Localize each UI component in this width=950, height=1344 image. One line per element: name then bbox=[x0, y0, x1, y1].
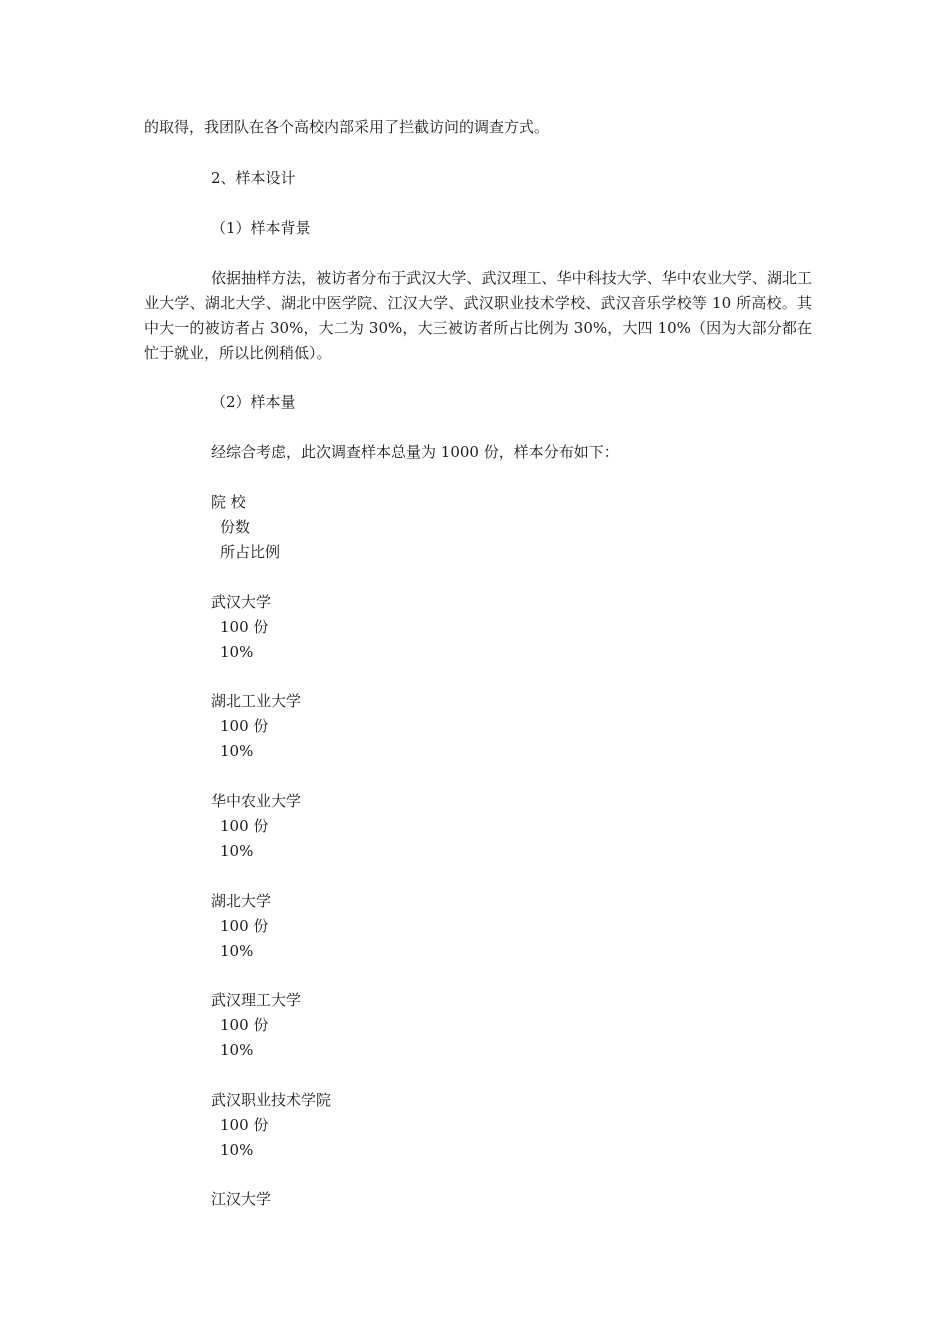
table-cell-school: 江汉大学 bbox=[211, 1190, 272, 1208]
paragraph-sample-size: 经综合考虑，此次调查样本总量为 1000 份，样本分布如下： bbox=[211, 443, 619, 461]
table-cell-school: 湖北大学 bbox=[211, 892, 272, 910]
table-cell-count: 100 份 bbox=[220, 618, 269, 636]
paragraph-continuation: 的取得，我团队在各个高校内部采用了拦截访问的调查方式。 bbox=[144, 118, 550, 136]
table-cell-ratio: 10% bbox=[220, 942, 254, 960]
table-cell-school: 武汉大学 bbox=[211, 593, 272, 611]
table-cell-school: 华中农业大学 bbox=[211, 792, 302, 810]
table-cell-count: 100 份 bbox=[220, 1116, 269, 1134]
table-cell-ratio: 10% bbox=[220, 742, 254, 760]
table-cell-count: 100 份 bbox=[220, 917, 269, 935]
table-cell-ratio: 10% bbox=[220, 1041, 254, 1059]
heading-sample-design: 2、样本设计 bbox=[211, 169, 296, 187]
table-cell-school: 武汉职业技术学院 bbox=[211, 1091, 332, 1109]
table-cell-school: 武汉理工大学 bbox=[211, 991, 302, 1009]
table-cell-count: 100 份 bbox=[220, 817, 269, 835]
table-cell-count: 100 份 bbox=[220, 1016, 269, 1034]
table-cell-ratio: 10% bbox=[220, 643, 254, 661]
table-header-count: 份数 bbox=[220, 518, 251, 536]
paragraph-sample-background: 依据抽样方法，被访者分布于武汉大学、武汉理工、华中科技大学、华中农业大学、湖北工业大学、湖北大学、湖北中医学院、江汉大学、武汉职业技术学校、武汉音乐学校等 10 所高校。其中大一的被访者占 30%，大二为 30%，大三被访者所占比例为 30%，大四 10%（因为大部分都在忙于就业，所以比例稍低）。 bbox=[144, 269, 812, 362]
table-cell-ratio: 10% bbox=[220, 1141, 254, 1159]
table-cell-ratio: 10% bbox=[220, 842, 254, 860]
heading-sample-background: （1）样本背景 bbox=[211, 219, 311, 237]
table-header-school: 院 校 bbox=[211, 493, 246, 511]
table-cell-count: 100 份 bbox=[220, 717, 269, 735]
heading-sample-size: （2）样本量 bbox=[211, 393, 296, 411]
table-cell-school: 湖北工业大学 bbox=[211, 692, 302, 710]
table-header-ratio: 所占比例 bbox=[220, 543, 281, 561]
